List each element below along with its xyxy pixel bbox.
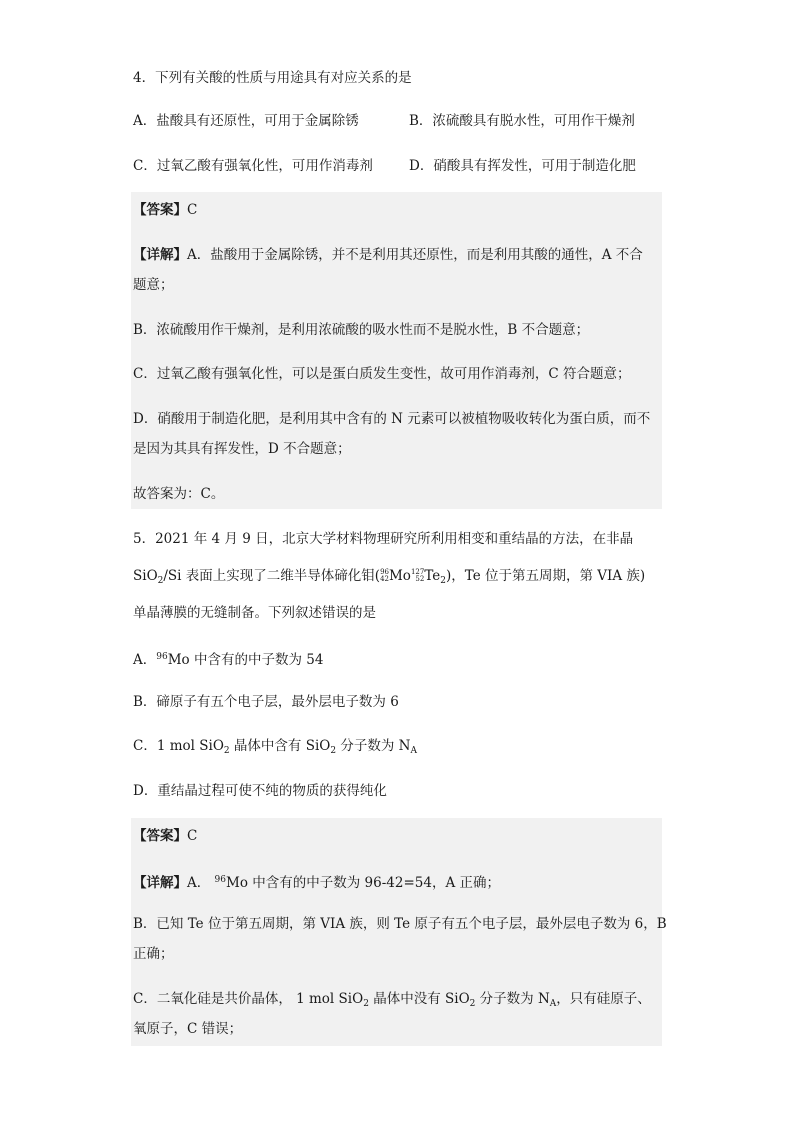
q5-detail-b-cont: 正确； <box>133 946 174 962</box>
q4-option-a: A．盐酸具有还原性，可用于金属除锈 <box>133 113 359 129</box>
q4-detail-c: C．过氧乙酸有强氧化性，可以是蛋白质发生变性，故可用作消毒剂，C 符合题意； <box>133 366 631 382</box>
q5-detail-a-letter: A． <box>187 875 215 891</box>
q4-detail-a-text: A．盐酸用于金属除锈，并不是利用其还原性，而是利用其酸的通性，A 不合 <box>187 247 643 263</box>
q5-detail-a <box>133 870 663 893</box>
q4-option-b: B．浓硫酸具有脱水性，可用作干燥剂 <box>409 113 635 129</box>
q5-stem-sio2-sub: 2 <box>157 576 164 586</box>
q5-answer <box>133 826 663 846</box>
te-isotope-notation <box>411 569 424 583</box>
q4-answer-value: C <box>187 202 198 218</box>
q5-stem-mid: /Si 表面上实现了二维半导体碲化钼( <box>163 568 381 584</box>
q4-option-d: D．硝酸具有挥发性，可用于制造化肥 <box>409 158 636 174</box>
q5-detail-c-cont: 氧原子，C 错误； <box>133 1021 243 1037</box>
te-symbol: Te <box>424 568 441 584</box>
q5-stem-line3: 单晶薄膜的无缝制备。下列叙述错误的是 <box>133 605 376 621</box>
q5-stem-line2 <box>133 566 663 591</box>
q5-option-a-sup: 96 <box>156 652 168 662</box>
q5-option-a <box>133 647 663 670</box>
mo-symbol: Mo <box>388 568 411 584</box>
q5-option-c-sub1: 2 <box>223 746 230 756</box>
q5-option-c-post: 分子数为 N <box>336 738 411 754</box>
q4-detail-d-cont: 是因为其具有挥发性，D 不合题意； <box>133 441 351 457</box>
q4-stem: 4．下列有关酸的性质与用途具有对应关系的是 <box>133 70 412 86</box>
q4-option-c: C．过氧乙酸有强氧化性，可用作消毒剂 <box>133 158 373 174</box>
q4-detail-a <box>133 245 663 265</box>
q5-detail-label: 【详解】 <box>133 875 187 891</box>
q5-detail-a-text: Mo 中含有的中子数为 96-42=54，A 正确； <box>226 875 500 891</box>
q5-answer-value: C <box>187 828 198 844</box>
q5-option-a-text: Mo 中含有的中子数为 54 <box>167 652 324 668</box>
q4-detail-b: B．浓硫酸用作干燥剂，是利用浓硫酸的吸水性而不是脱水性，B 不合题意； <box>133 322 590 338</box>
mo-atomic-number: 42 <box>380 575 389 583</box>
q4-answer-label: 【答案】 <box>133 202 187 218</box>
q5-detail-c-mid: 晶体中没有 SiO <box>368 991 470 1007</box>
q4-answer <box>133 200 663 220</box>
q4-conclusion: 故答案为：C。 <box>133 486 225 502</box>
mo-mass-number: 96 <box>380 568 389 576</box>
q5-option-a-letter: A． <box>133 652 157 668</box>
te-sub: 2 <box>440 576 446 586</box>
q5-stem-sio2: SiO <box>133 568 158 584</box>
q4-answer-block <box>131 192 662 509</box>
q5-option-b: B．碲原子有五个电子层，最外层电子数为 6 <box>133 694 399 710</box>
te-atomic-number: 52 <box>415 575 425 583</box>
q4-detail-label: 【详解】 <box>133 247 187 263</box>
q5-option-d: D．重结晶过程可使不纯的物质的获得纯化 <box>133 783 387 799</box>
q5-option-c-pre: C．1 mol SiO <box>133 738 224 754</box>
q4-detail-d: D．硝酸用于制造化肥，是利用其中含有的 N 元素可以被植物吸收转化为蛋白质，而不 <box>133 411 651 427</box>
q5-detail-a-sup: 96 <box>214 875 226 885</box>
q5-detail-c-post1: 分子数为 N <box>475 991 550 1007</box>
q5-option-c-sub2: 2 <box>330 746 337 756</box>
q5-detail-c-pre: C．二氧化硅是共价晶体， 1 mol SiO <box>133 991 364 1007</box>
q5-detail-b: B．已知 Te 位于第五周期，第 VIA 族，则 Te 原子有五个电子层，最外层电子数为 6，B <box>133 916 667 932</box>
q5-detail-c-sub1: 2 <box>363 999 369 1009</box>
q5-detail-c-sub3: A <box>549 999 557 1009</box>
q5-stem-post: )，Te 位于第五周期，第 VIA 族) <box>446 568 646 584</box>
mo-isotope-notation <box>380 569 389 583</box>
te-mass-number: 127 <box>410 568 425 576</box>
q5-detail-c-post2: ，只有硅原子、 <box>556 991 651 1007</box>
q5-option-c <box>133 736 663 761</box>
q5-answer-label: 【答案】 <box>133 828 187 844</box>
q5-stem-line1: 5．2021 年 4 月 9 日，北京大学材料物理研究所利用相变和重结晶的方法，在非晶 <box>133 531 634 547</box>
q4-detail-a-cont: 题意； <box>133 277 174 293</box>
q5-detail-c-sub2: 2 <box>469 999 476 1009</box>
q5-option-c-mid: 晶体中含有 SiO <box>229 738 331 754</box>
q5-option-c-sub3: A <box>410 746 417 756</box>
q5-detail-c <box>133 989 663 1014</box>
